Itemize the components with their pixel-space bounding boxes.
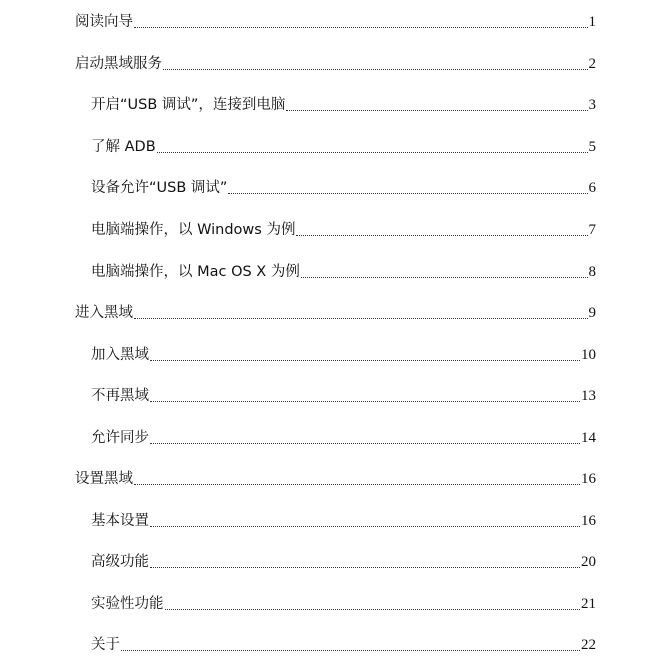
toc-entry-windows[interactable] <box>91 218 596 240</box>
dot-leader <box>163 69 588 70</box>
toc-entry-advanced-features[interactable] <box>91 550 596 572</box>
dot-leader <box>157 152 588 153</box>
dot-leader <box>286 110 587 111</box>
toc-entry-page: 21 <box>581 596 596 612</box>
toc-entry-page: 20 <box>581 554 596 570</box>
toc-entry-start-service[interactable] <box>75 52 596 74</box>
toc-entry-title: 基本设置 <box>91 513 149 529</box>
dot-leader <box>150 401 580 402</box>
toc-entry-enter-blackzone[interactable] <box>75 301 596 323</box>
dot-leader <box>134 318 588 319</box>
toc-entry-title: 电脑端操作，以 Mac OS X 为例 <box>91 264 300 280</box>
toc-entry-title: 不再黑域 <box>91 388 149 404</box>
toc-entry-title: 进入黑域 <box>75 305 133 321</box>
toc-entry-page: 10 <box>581 347 596 363</box>
toc-entry-page: 3 <box>588 97 596 113</box>
toc-entry-title: 阅读向导 <box>75 14 133 30</box>
toc-entry-allow-sync[interactable] <box>91 426 596 448</box>
dot-leader <box>228 193 587 194</box>
toc-entry-settings[interactable] <box>75 467 596 489</box>
toc-entry-page: 16 <box>581 471 596 487</box>
toc-entry-title: 电脑端操作，以 Windows 为例 <box>91 222 296 238</box>
dot-leader <box>296 235 587 236</box>
dot-leader <box>134 484 580 485</box>
dot-leader <box>150 443 580 444</box>
toc-entry-about-adb[interactable] <box>91 135 596 157</box>
toc-entry-page: 13 <box>581 388 596 404</box>
toc-entry-page: 7 <box>588 222 596 238</box>
dot-leader <box>134 27 588 28</box>
toc-entry-title: 允许同步 <box>91 430 149 446</box>
toc-entry-enable-usb-debugging[interactable] <box>91 93 596 115</box>
dot-leader <box>150 526 580 527</box>
toc-entry-page: 9 <box>588 305 596 321</box>
toc-entry-leave-blackzone[interactable] <box>91 384 596 406</box>
toc-entry-reading-guide[interactable] <box>75 10 596 32</box>
dot-leader <box>150 360 580 361</box>
toc-entry-join-blackzone[interactable] <box>91 343 596 365</box>
toc-entry-title: 关于 <box>91 637 120 653</box>
toc-entry-page: 8 <box>588 264 596 280</box>
toc-entry-title: 实验性功能 <box>91 596 164 612</box>
dot-leader <box>165 609 581 610</box>
toc-entry-title: 开启“USB 调试”，连接到电脑 <box>91 97 286 113</box>
toc-entry-title: 设置黑域 <box>75 471 133 487</box>
toc-entry-page: 22 <box>581 637 596 653</box>
toc-entry-mac-os-x[interactable] <box>91 260 596 282</box>
toc-entry-page: 5 <box>588 139 596 155</box>
toc-entry-page: 1 <box>588 14 596 30</box>
toc-entry-basic-settings[interactable] <box>91 509 596 531</box>
toc-entry-about[interactable] <box>91 633 596 655</box>
toc-entry-title: 启动黑域服务 <box>75 56 162 72</box>
toc-entry-allow-usb-debugging[interactable] <box>91 176 596 198</box>
dot-leader <box>121 650 580 651</box>
toc-entry-title: 高级功能 <box>91 554 149 570</box>
toc-entry-experimental-features[interactable] <box>91 592 596 614</box>
toc-entry-title: 设备允许“USB 调试” <box>91 180 228 196</box>
dot-leader <box>150 567 580 568</box>
toc-entry-page: 6 <box>588 180 596 196</box>
toc-entry-page: 16 <box>581 513 596 529</box>
toc-entry-page: 2 <box>588 56 596 72</box>
dot-leader <box>301 277 588 278</box>
toc-entry-page: 14 <box>581 430 596 446</box>
toc-entry-title: 了解 ADB <box>91 139 156 155</box>
toc-entry-title: 加入黑域 <box>91 347 149 363</box>
